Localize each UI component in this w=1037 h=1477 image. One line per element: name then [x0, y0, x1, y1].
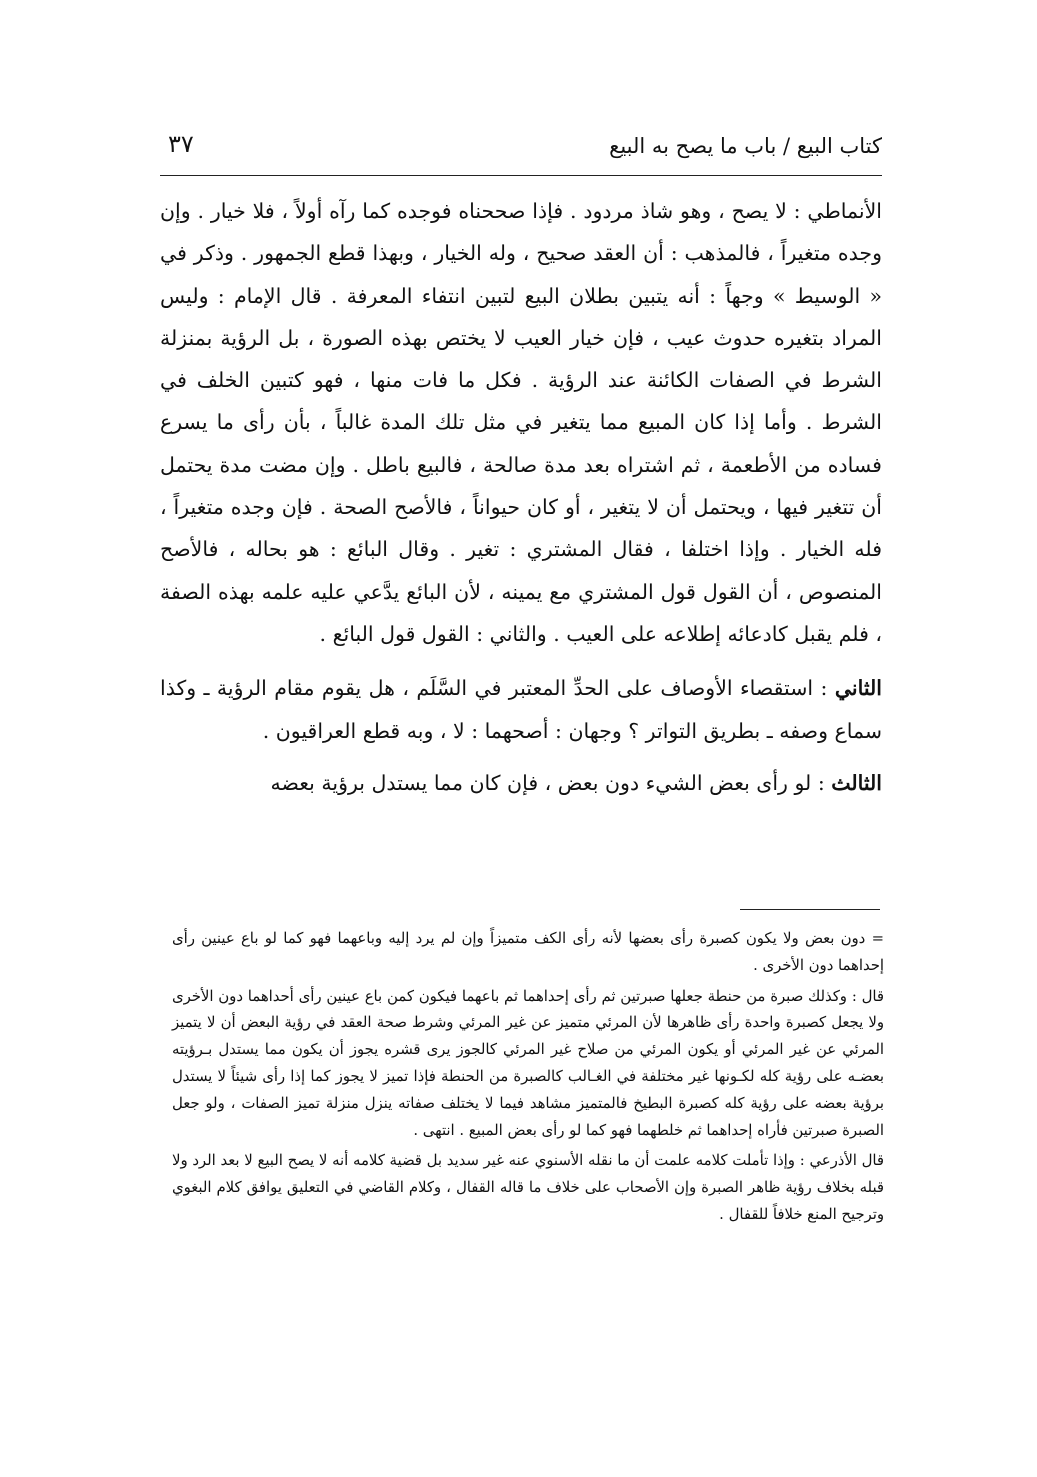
- footnote-1: = دون بعض ولا يكون كصبرة رأى بعضها لأنه رأى الكف متميزاً وإن لم يرد إليه وباعهما فهو كما لو باع عينين رأى إحداهما دون الأخرى .: [172, 930, 884, 974]
- paragraph-3: [160, 762, 882, 804]
- footnotes: [172, 926, 884, 1229]
- footnote-3: قال الأذرعي : وإذا تأملت كلامه علمت أن ما نقله الأسنوي عنه غير سديد بل قضية كلامه أنه لا يصح البيع لا بعد الرد ولا قبله بخلاف رؤية ظاهر الصبرة وإن الأصحاب على خلاف ما قاله القفال ، وكلام القاضي في التعليق يوافق كلام البغوي وترجيح المنع خلافاً للقفال .: [172, 1152, 884, 1223]
- paragraph-2: [160, 667, 882, 752]
- paragraph-2-lead: الثاني: [834, 676, 882, 701]
- header-divider: [160, 175, 882, 176]
- paragraph-3-body: : لو رأى بعض الشيء دون بعض ، فإن كان مما يستدل برؤية بعضه: [270, 770, 832, 795]
- main-text: [160, 190, 882, 804]
- paragraph-3-lead: الثالث: [831, 770, 882, 795]
- paragraph-2-body: : استقصاء الأوصاف على الحدِّ المعتبر في السَّلَم ، هل يقوم مقام الرؤية ـ وكذا سماع وصفه ـ بطريق التواتر ؟ وجهان : أصحهما : لا ، وبه قطع العراقيون .: [160, 676, 882, 743]
- page-number: ٣٧: [168, 130, 194, 158]
- paragraph-1: الأنماطي : لا يصح ، وهو شاذ مردود . فإذا صححناه فوجده كما رآه أولاً ، فلا خيار . وإن وجده متغيراً ، فالمذهب : أن العقد صحيح ، وله الخيار ، وبهذا قطع الجمهور . وذكر في « الوسيط » وجهاً : أنه يتبين بطلان البيع لتبين انتفاء المعرفة . قال الإمام : وليس المراد بتغيره حدوث عيب ، فإن خيار العيب لا يختص بهذه الصورة ، بل الرؤية بمنزلة الشرط في الصفات الكائنة عند الرؤية . فكل ما فات منها ، فهو كتبين الخلف في الشرط . وأما إذا كان المبيع مما يتغير في مثل تلك المدة غالباً ، بأن رأى ما يسرع فساده من الأطعمة ، ثم اشتراه بعد مدة صالحة ، فالبيع باطل . وإن مضت مدة يحتمل أن تتغير فيها ، ويحتمل أن لا يتغير ، أو كان حيواناً ، فالأصح الصحة . فإن وجده متغيراً ، فله الخيار . وإذا اختلفا ، فقال المشتري : تغير . وقال البائع : هو بحاله ، فالأصح المنصوص ، أن القول قول المشتري مع يمينه ، لأن البائع يدَّعي عليه علمه بهذه الصفة ، فلم يقبل كادعائه إطلاعه على العيب . والثاني : القول قول البائع .: [160, 199, 882, 646]
- footnote-2: قال : وكذلك صبرة من حنطة جعلها صبرتين ثم رأى إحداهما ثم باعهما فيكون كمن باع عينين رأى أحداهما دون الأخرى ولا يجعل كصبرة واحدة رأى ظاهرها لأن المرئي متميز عن غير المرئي وشرط صحة العقد في رؤية البعض أن لا يتميز المرئي عن غير المرئي أو يكون المرئي من صلاح غير المرئي كالجوز يرى قشره يجوز أن يكون مما يستدل بـرؤيته بعضـه على رؤية كله لكـونها غير مختلفة في الغـالب كالصبرة من الحنطة فإذا تميز لا يجوز كما إذا رأى شيئاً لا يستدل برؤية بعضه على رؤية كله كصبرة البطيخ فالمتميز مشاهد فيما لا يختلف صفاته ينزل منزلة تميز الصفات ، ولو جعل الصبرة صبرتين فأراه إحداهما ثم خلطهما فهو كما لو رأى بعض المبيع . انتهى .: [172, 987, 884, 1139]
- running-header-title: كتاب البيع / باب ما يصح به البيع: [609, 134, 882, 158]
- running-header: [160, 128, 882, 172]
- footnote-divider: [740, 909, 880, 910]
